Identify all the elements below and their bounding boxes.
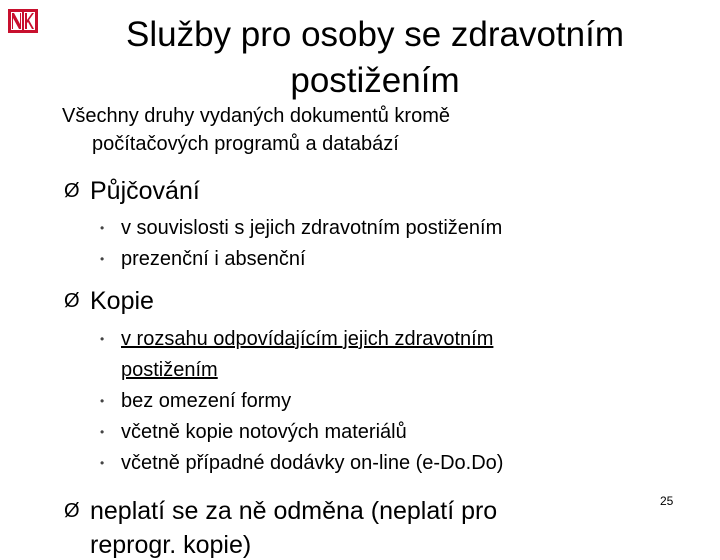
nk-logo-icon (8, 9, 38, 33)
bullet-dot-icon: • (100, 425, 105, 439)
page-number: 25 (660, 494, 674, 508)
arrow-bullet-icon: Ø (64, 290, 80, 312)
list-item-text: včetně případné dodávky on-line (e-Do.Do) (121, 452, 504, 474)
list-item-text: bez omezení formy (121, 390, 292, 412)
bullet-dot-icon: • (100, 394, 105, 408)
slide-title-line1: Služby pro osoby se zdravotním (125, 15, 624, 54)
list-item-text-continued: postižením (121, 359, 218, 381)
section-heading-continued: reprogr. kopie) (90, 531, 252, 559)
list-item (100, 448, 640, 479)
list-item-text: včetně kopie notových materiálů (121, 421, 407, 443)
section-heading: neplatí se za ně odměna (neplatí pro (90, 497, 498, 525)
list-item (100, 417, 640, 448)
arrow-bullet-icon: Ø (64, 180, 80, 202)
list-item (100, 213, 640, 244)
library-logo (8, 9, 38, 33)
slide-title-line2: postižením (290, 61, 460, 100)
intro-line2: počítačových programů a databází (92, 133, 399, 155)
list-item (100, 324, 640, 386)
intro-text (62, 102, 662, 158)
list-item-text: v souvislosti s jejich zdravotním postižením (121, 217, 503, 239)
bullet-dot-icon: • (100, 221, 105, 235)
section-heading: Půjčování (90, 177, 200, 205)
slide-title (60, 12, 690, 104)
list-item (100, 386, 640, 417)
list-item-text: prezenční i absenční (121, 248, 306, 270)
list-item-text: v rozsahu odpovídajícím jejich zdravotním (121, 328, 494, 350)
arrow-bullet-icon: Ø (64, 500, 80, 522)
bullet-dot-icon: • (100, 456, 105, 470)
section-heading: Kopie (90, 287, 154, 315)
intro-line1: Všechny druhy vydaných dokumentů kromě (62, 105, 450, 127)
bullet-dot-icon: • (100, 252, 105, 266)
lending-bullet-list (100, 213, 640, 275)
copies-bullet-list (100, 324, 640, 479)
list-item (100, 244, 640, 275)
bullet-dot-icon: • (100, 332, 105, 346)
